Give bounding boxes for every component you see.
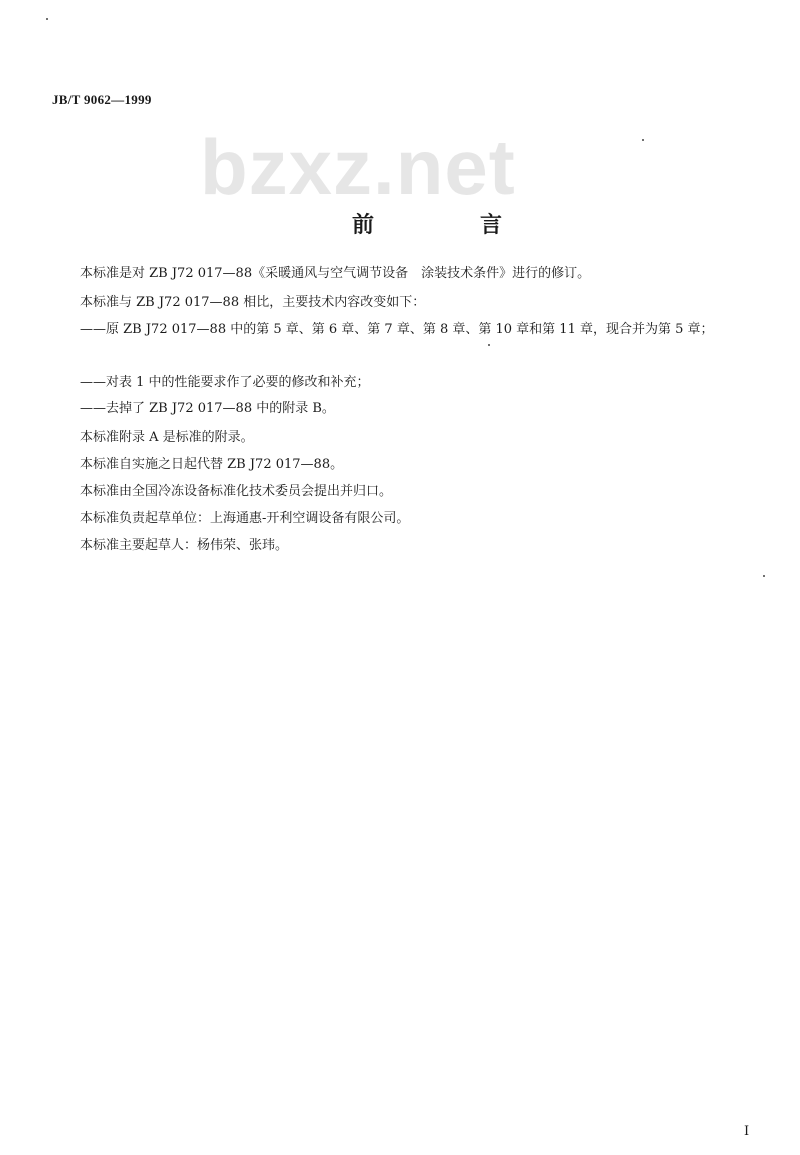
paragraph-change-chapters: ——原 ZB J72 017—88 中的第 5 章、第 6 章、第 7 章、第 8 章、第 10 章和第 11 章，现合并为第 5 章； xyxy=(80,322,714,337)
watermark-text: bzxz.net xyxy=(200,123,516,211)
paragraph-change-appendix: ——去掉了 ZB J72 017—88 中的附录 B。 xyxy=(80,401,335,416)
paragraph-proposer: 本标准由全国冷冻设备标准化技术委员会提出并归口。 xyxy=(80,484,393,499)
paragraph-drafters: 本标准主要起草人：杨伟荣、张玮。 xyxy=(80,538,289,553)
scan-speck xyxy=(642,139,644,141)
paragraph-changes-intro: 本标准与 ZB J72 017—88 相比，主要技术内容改变如下： xyxy=(80,295,426,310)
paragraph-appendix-a: 本标准附录 A 是标准的附录。 xyxy=(80,430,254,445)
standard-number: JB/T 9062—1999 xyxy=(52,92,152,107)
paragraph-revision-note: 本标准是对 ZB J72 017—88《采暖通风与空气调节设备 涂装技术条件》进行的修订。 xyxy=(80,266,591,281)
scan-speck xyxy=(46,18,48,20)
paragraph-drafting-unit: 本标准负责起草单位：上海通惠-开利空调设备有限公司。 xyxy=(80,511,410,526)
paragraph-replaces: 本标准自实施之日起代替 ZB J72 017—88。 xyxy=(80,457,344,472)
scan-speck xyxy=(488,344,490,346)
section-heading: 前 言 xyxy=(352,212,545,238)
paragraph-change-table: ——对表 1 中的性能要求作了必要的修改和补充； xyxy=(80,375,370,390)
scan-speck xyxy=(763,575,765,577)
page-number: I xyxy=(744,1124,750,1139)
